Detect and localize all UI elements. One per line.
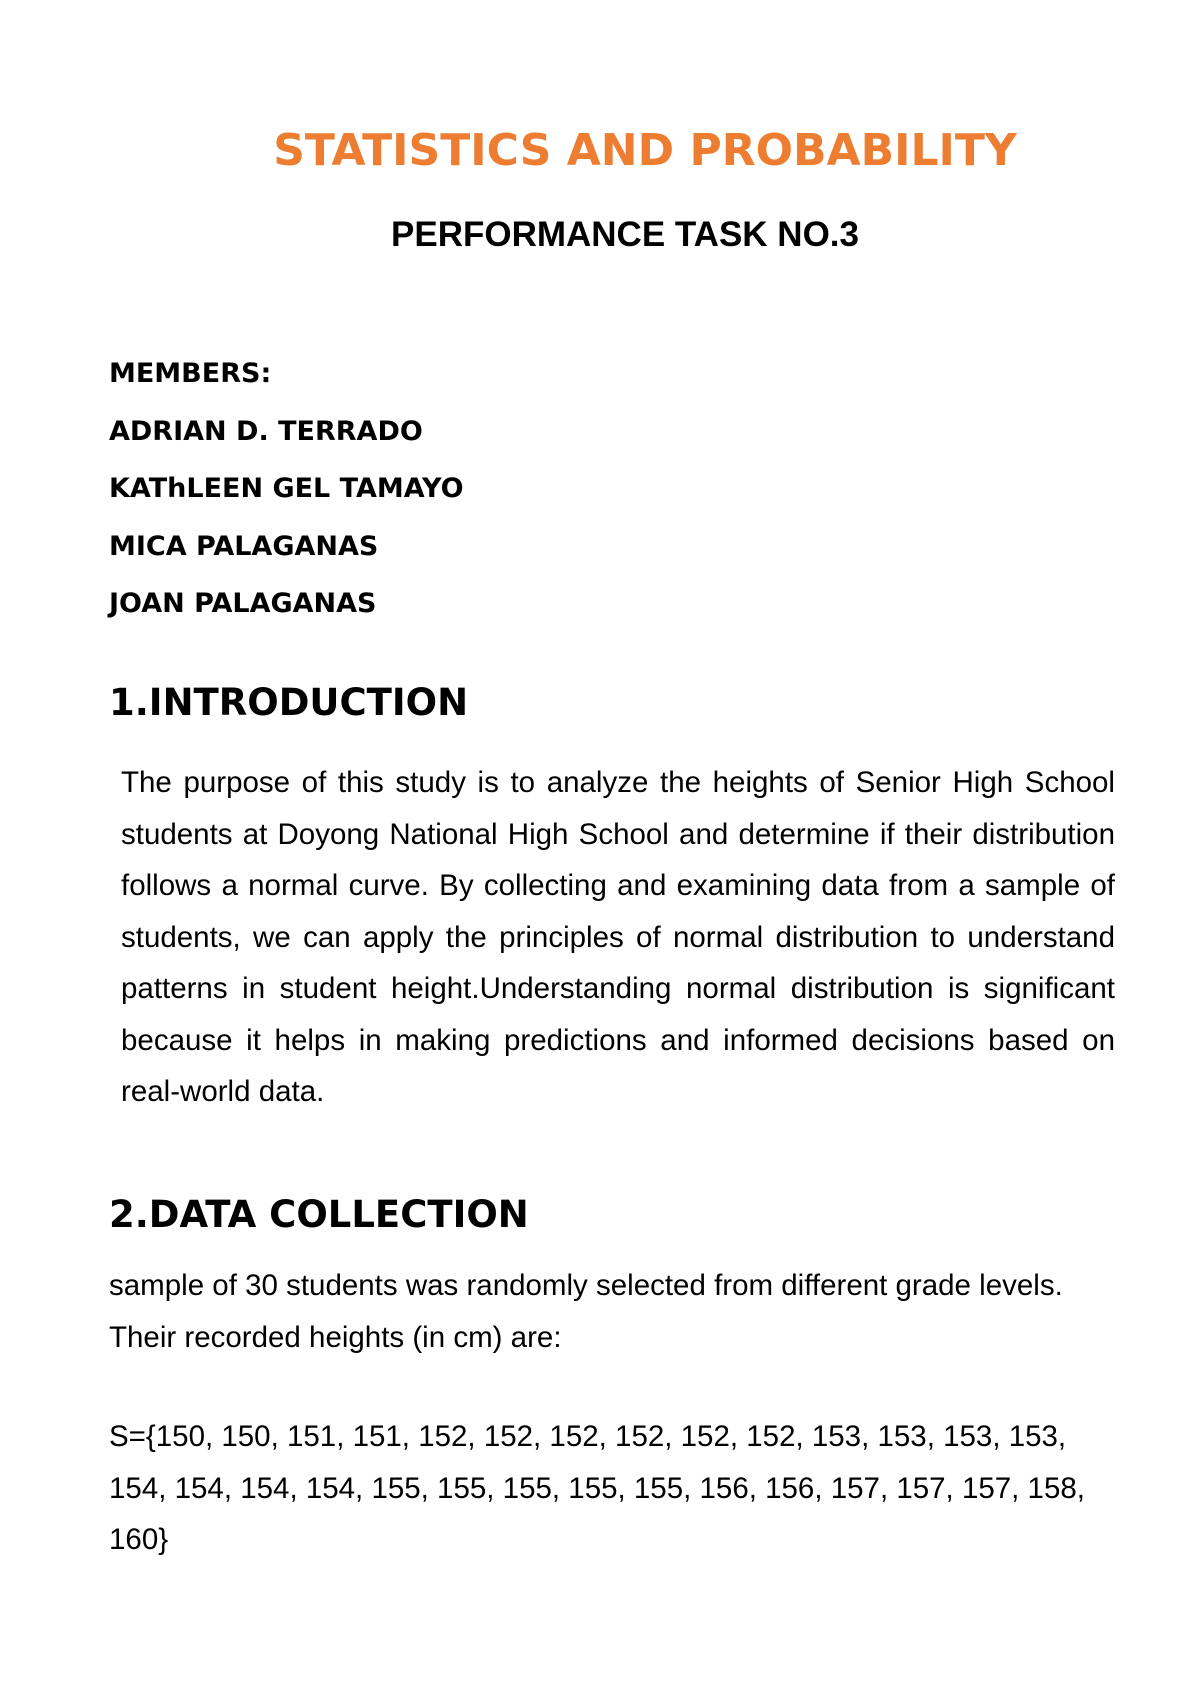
- member-name: ADRIAN D. TERRADO: [109, 415, 423, 447]
- data-collection-heading: 2.DATA COLLECTION: [109, 1193, 529, 1236]
- member-name: JOAN PALAGANAS: [109, 588, 377, 619]
- member-name: KAThLEEN GEL TAMAYO: [109, 473, 464, 504]
- document-subtitle: PERFORMANCE TASK NO.3: [391, 215, 859, 254]
- introduction-paragraph: The purpose of this study is to analyze the heights of Senior High School students at Doyong National High School and determine if their distribution follows a normal curve. By collecting and examining data from a sample of students, we can apply the principles of normal distribution to understand patterns in student height.Understanding normal distribution is significant because it helps in making predictions and informed decisions based on real-world data.: [121, 766, 1115, 1108]
- members-label: MEMBERS:: [109, 358, 272, 389]
- height-data-set: S={150, 150, 151, 151, 152, 152, 152, 152, 152, 152, 153, 153, 153, 153, 154, 154, 154, 154, 155, 155, 155, 155, 155, 156, 156, 157, 157, 157, 158, 160}: [109, 1420, 1085, 1556]
- document-title: STATISTICS AND PROBABILITY: [273, 125, 1017, 176]
- members-list: [109, 356, 464, 644]
- member-name: MICA PALAGANAS: [109, 530, 379, 562]
- data-collection-paragraph: sample of 30 students was randomly selected from different grade levels. Their recorded heights (in cm) are:: [109, 1269, 1063, 1354]
- introduction-heading: 1.INTRODUCTION: [109, 681, 469, 724]
